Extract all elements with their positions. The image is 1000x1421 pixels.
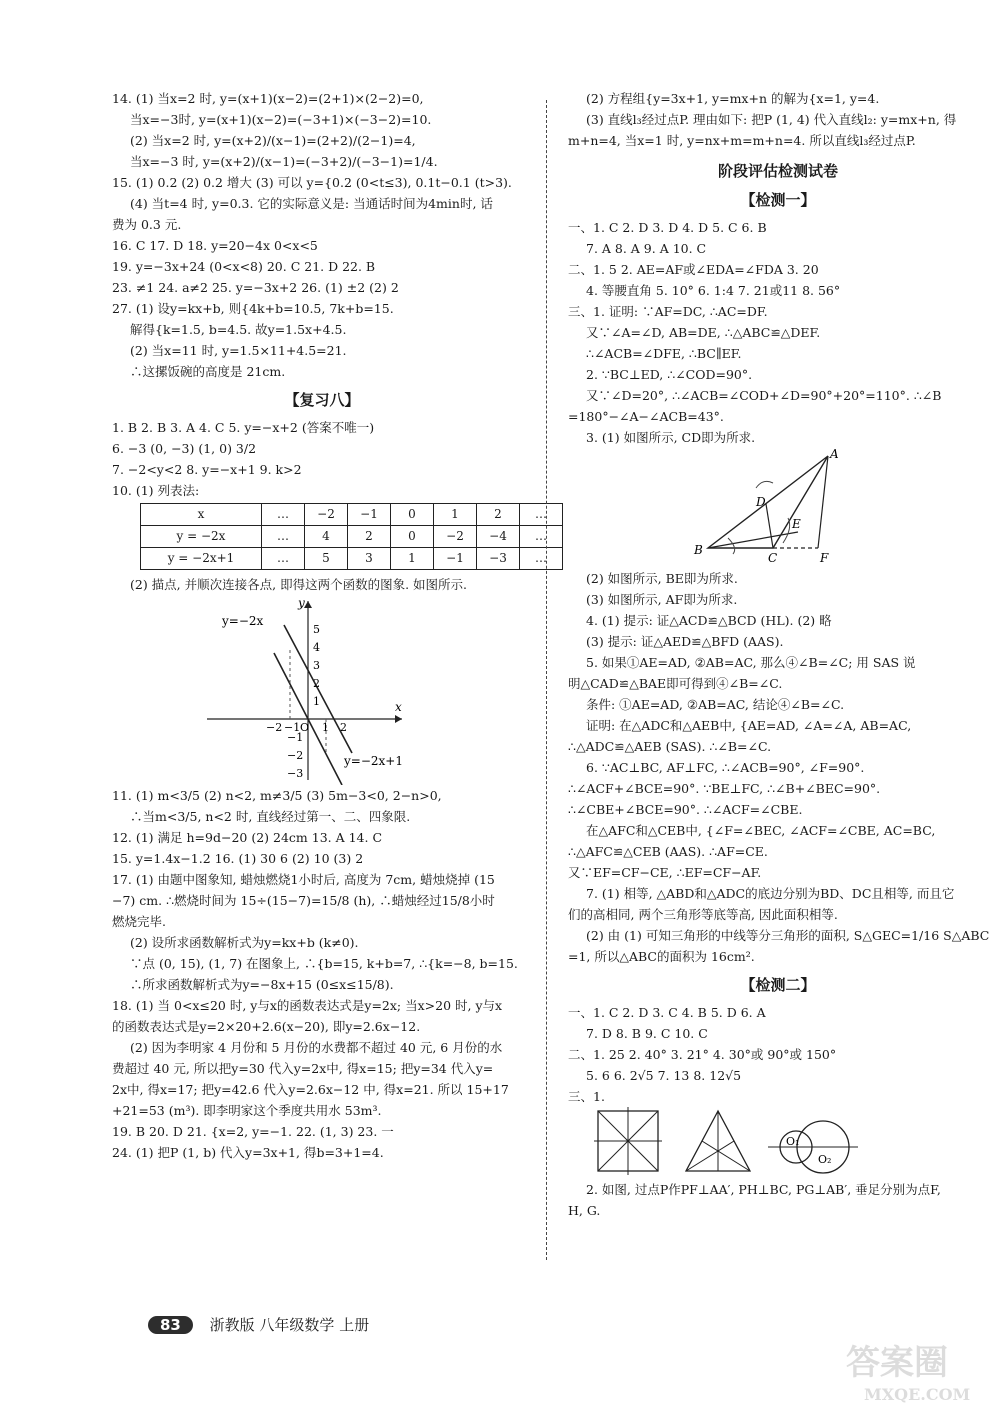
page-number: 83 xyxy=(148,1316,193,1334)
test1-block xyxy=(568,217,988,448)
text-line: 10. (1) 列表法: xyxy=(112,483,200,498)
table-row xyxy=(141,526,563,548)
table-cell: … xyxy=(262,548,305,570)
left-bottom-block xyxy=(112,785,532,1163)
table-cell: −2 xyxy=(434,526,477,548)
text-line: ∴∠ACF+∠BCE=90°. ∵BE⊥FC, ∴∠B+∠BEC=90°. xyxy=(568,781,881,796)
y-axis-arrow xyxy=(304,601,312,608)
text-line: =1, 所以△ABC的面积为 16cm². xyxy=(568,949,755,964)
text-line: 18. (1) 当 0<x≤20 时, y与x的函数表达式是y=2x; 当x>20 时, y与x xyxy=(112,998,503,1013)
text-line: 又∵∠A=∠D, AB=DE, ∴△ABC≌△DEF. xyxy=(586,325,821,340)
text-line: 1. B 2. B 3. A 4. C 5. y=−x+2 (答案不唯一) xyxy=(112,420,375,435)
table-cell: −3 xyxy=(477,548,520,570)
text-line: 证明: 在△ADC和△AEB中, {AE=AD, ∠A=∠A, AB=AC, xyxy=(586,718,912,733)
right-column xyxy=(568,88,988,1221)
table-cell: … xyxy=(262,504,305,526)
text-line: 当x=−3时, y=(x+1)(x−2)=(−3+1)×(−3−2)=10. xyxy=(130,112,432,127)
test2-title: 【检测二】 xyxy=(740,976,816,994)
table-cell: −4 xyxy=(477,526,520,548)
watermark-url: MXQE.COM xyxy=(864,1385,971,1404)
text-line: (2) 当x=2 时, y=(x+2)/(x−1)=(2+2)/(2−1)=4, xyxy=(130,133,416,148)
text-line: 条件: ①AE=AD, ②AB=AC, 结论④∠B=∠C. xyxy=(586,697,845,712)
table-cell: y = −2x xyxy=(141,526,262,548)
table-cell: 1 xyxy=(391,548,434,570)
table-cell: −2 xyxy=(305,504,348,526)
table-cell: 2 xyxy=(477,504,520,526)
table-cell: 5 xyxy=(305,548,348,570)
text-line: 三、1. 证明: ∵AF=DC, ∴AC=DF. xyxy=(568,304,768,319)
text-line: (3) 如图所示, AF即为所求. xyxy=(586,592,738,607)
circle-label: O₁ xyxy=(786,1135,800,1148)
text-line: (2) 如图所示, BE即为所求. xyxy=(586,571,738,586)
tick-label: −2 xyxy=(287,749,304,762)
text-line: 明△CAD≌△BAE即可得到④∠B=∠C. xyxy=(568,676,783,691)
text-line: 4. (1) 提示: 证△ACD≌△BCD (HL). (2) 略 xyxy=(586,613,832,628)
table-cell: x xyxy=(141,504,262,526)
text-line: 16. C 17. D 18. y=20−4x 0<x<5 xyxy=(112,238,318,253)
tick-label: 5 xyxy=(313,623,320,636)
text-line: 费超过 40 元, 所以把y=30 代入y=2x中, 得x=15; 把y=34 代入y= xyxy=(112,1061,494,1076)
text-line: 12. (1) 满足 h=9d−20 (2) 24cm 13. A 14. C xyxy=(112,830,383,845)
right-end-block xyxy=(568,1179,988,1221)
text-line: 7. −2<y<2 8. y=−x+1 9. k>2 xyxy=(112,462,302,477)
review8-block xyxy=(112,417,532,501)
text-line: 4. 等腰直角 5. 10° 6. 1:4 7. 21或11 8. 56° xyxy=(586,283,841,298)
text-line: 在△AFC和△CEB中, {∠F=∠BEC, ∠ACF=∠CBE, AC=BC, xyxy=(586,823,936,838)
text-line: 11. (1) m<3/5 (2) n<2, m≠3/5 (3) 5m−3<0, 2−n>0, xyxy=(112,788,442,803)
text-line: 15. (1) 0.2 (2) 0.2 增大 (3) 可以 y={0.2 (0<t≤3), 0.1t−0.1 (t>3). xyxy=(112,175,512,190)
table-cell: y = −2x+1 xyxy=(141,548,262,570)
tick-label: 1 xyxy=(313,695,320,708)
text-line: (2) 因为李明家 4 月份和 5 月份的水费都不超过 40 元, 6 月份的水 xyxy=(130,1040,503,1055)
table-cell: 0 xyxy=(391,526,434,548)
tick-label: −1 xyxy=(284,721,301,734)
assessment-title: 阶段评估检测试卷 xyxy=(717,162,838,180)
text-line: 27. (1) 设y=kx+b, 则{4k+b=10.5, 7k+b=15. xyxy=(112,301,394,316)
text-line: 的函数表达式是y=2×20+2.6(x−20), 即y=2.6x−12. xyxy=(112,1019,421,1034)
text-line: (2) 描点, 并顺次连接各点, 即得这两个函数的图象. 如图所示. xyxy=(130,577,467,592)
column-divider xyxy=(546,100,547,1260)
table-cell: −1 xyxy=(434,548,477,570)
table-cell: 2 xyxy=(348,526,391,548)
text-line: 7. A 8. A 9. A 10. C xyxy=(586,241,707,256)
text-line: (3) 提示: 证△AED≌△BFD (AAS). xyxy=(586,634,784,649)
text-line: ∴所求函数解析式为y=−8x+15 (0≤x≤15/8). xyxy=(130,977,394,992)
text-line: 19. B 20. D 21. {x=2, y=−1. 22. (1, 3) 23. 一 xyxy=(112,1124,394,1139)
text-line: 7. (1) 相等, △ABD和△ADC的底边分别为BD、DC且相等, 而且它 xyxy=(586,886,955,901)
text-line: 17. (1) 由题中图象知, 蜡烛燃烧1小时后, 高度为 7cm, 蜡烛烧掉 (15 xyxy=(112,872,495,887)
text-line: 24. (1) 把P (1, b) 代入y=3x+1, 得b=3+1=4. xyxy=(112,1145,384,1160)
text-line: 2. 如图, 过点P作PF⊥AA′, PH⊥BC, PG⊥AB′, 垂足分别为点F, xyxy=(586,1182,941,1197)
text-line: 19. y=−3x+24 (0<x<8) 20. C 21. D 22. B xyxy=(112,259,376,274)
table-row xyxy=(141,548,563,570)
text-line: (4) 当t=4 时, y=0.3. 它的实际意义是: 当通话时间为4min时, 话 xyxy=(130,196,493,211)
text-line: 燃烧完毕. xyxy=(112,914,166,929)
axis-label: x xyxy=(395,700,402,714)
text-line: 们的高相同, 两个三角形等底等高, 因此面积相等. xyxy=(568,907,838,922)
table-cell: … xyxy=(262,526,305,548)
tick-label: −3 xyxy=(287,767,304,780)
text-line: ∴这摞饭碗的高度是 21cm. xyxy=(130,364,286,379)
text-line: ∴△ADC≌△AEB (SAS). ∴∠B=∠C. xyxy=(568,739,772,754)
table-cell: 1 xyxy=(434,504,477,526)
x-axis-arrow xyxy=(395,715,402,723)
table-cell: 0 xyxy=(391,504,434,526)
watermark-text: 答案圈 xyxy=(846,1343,948,1383)
tick-label: 1 xyxy=(322,721,329,734)
origin-label: O xyxy=(300,721,310,734)
text-line: 5. 6 6. 2√5 7. 13 8. 12√5 xyxy=(586,1068,742,1083)
triangle-abc xyxy=(708,456,828,548)
text-line: 又∵∠D=20°, ∴∠ACB=∠COD+∠D=90°+20°=110°. ∴∠B xyxy=(586,388,942,403)
text-line: 6. −3 (0, −3) (1, 0) 3/2 xyxy=(112,441,257,456)
text-line: ∴∠CBE+∠BCE=90°. ∴∠ACF=∠CBE. xyxy=(568,802,803,817)
text-line: 23. ≠1 24. a≠2 25. y=−3x+2 26. (1) ±2 (2) 2 xyxy=(112,280,399,295)
value-table xyxy=(140,503,563,570)
table-cell: … xyxy=(520,504,563,526)
text-line: (2) 由 (1) 可知三角形的中线等分三角形的面积, S△GEC=1/16 S△ABC xyxy=(586,928,990,943)
arc-mark xyxy=(756,481,773,488)
text-line: =180°−∠A−∠ACB=43°. xyxy=(568,409,724,424)
test1-title: 【检测一】 xyxy=(740,191,816,209)
right-mid-block xyxy=(568,568,988,967)
text-line: 14. (1) 当x=2 时, y=(x+1)(x−2)=(2+1)×(2−2)=0, xyxy=(112,91,424,106)
text-line: 二、1. 5 2. AE=AF或∠EDA=∠FDA 3. 20 xyxy=(568,262,819,277)
book-title: 浙教版 八年级数学 上册 xyxy=(209,1316,370,1334)
watermark-logo xyxy=(840,1330,990,1410)
point-label: F xyxy=(820,551,829,565)
text-line: 2. ∵BC⊥ED, ∴∠COD=90°. xyxy=(586,367,753,382)
graph-label: y=−2x+1 xyxy=(344,754,403,768)
axis-label: y xyxy=(298,596,305,610)
text-line: −7) cm. ∴燃烧时间为 15÷(15−7)=15/8 (h), ∴蜡烛经过15/8小时 xyxy=(112,893,495,908)
text-line: 又∵EF=CF−CE, ∴EF=CF−AF. xyxy=(568,865,762,880)
point-label: B xyxy=(694,543,703,557)
left-top-block xyxy=(112,88,532,382)
point-label: C xyxy=(768,551,778,565)
table-cell: … xyxy=(520,526,563,548)
table-row xyxy=(141,504,563,526)
text-line: 2x中, 得x=17; 把y=42.6 代入y=2.6x−12 中, 得x=21. 所以 15+17 xyxy=(112,1082,509,1097)
segment-cd xyxy=(766,504,773,548)
tick-label: 3 xyxy=(313,659,320,672)
tick-label: −2 xyxy=(266,721,283,734)
table-cell: … xyxy=(520,548,563,570)
text-line: 解得{k=1.5, b=4.5. 故y=1.5x+4.5. xyxy=(130,322,347,337)
table-cell: 3 xyxy=(348,548,391,570)
text-line: 费为 0.3 元. xyxy=(112,217,182,232)
point-label: E xyxy=(792,517,801,531)
text-line: 三、1. xyxy=(568,1089,605,1104)
text-line: 5. 如果①AE=AD, ②AB=AC, 那么④∠B=∠C; 用 SAS 说 xyxy=(586,655,916,670)
text-line: (2) 当x=11 时, y=1.5×11+4.5=21. xyxy=(130,343,347,358)
text-line: 二、1. 25 2. 40° 3. 21° 4. 30°或 90°或 150° xyxy=(568,1047,837,1062)
text-line: +21=53 (m³). 即李明家这个季度共用水 53m³. xyxy=(112,1103,382,1118)
tick-label: 4 xyxy=(313,641,320,654)
text-line: 6. ∵AC⊥BC, AF⊥FC, ∴∠ACB=90°, ∠F=90°. xyxy=(586,760,865,775)
text-line: 15. y=1.4x−1.2 16. (1) 30 6 (2) 10 (3) 2 xyxy=(112,851,364,866)
text-line: ∴当m<3/5, n<2 时, 直线经过第一、二、四象限. xyxy=(130,809,411,824)
review8-title: 【复习八】 xyxy=(284,391,360,409)
text-line: (2) 方程组{y=3x+1, y=mx+n 的解为{x=1, y=4. xyxy=(586,91,880,106)
text-line: ∴△AFC≌△CEB (AAS). ∴AF=CE. xyxy=(568,844,768,859)
table-cell: 4 xyxy=(305,526,348,548)
text-line: m+n=4, 当x=1 时, y=nx+m=m+n=4. 所以直线l₃经过点P. xyxy=(568,133,916,148)
text-line: 一、1. C 2. D 3. C 4. B 5. D 6. A xyxy=(568,1005,766,1020)
page-footer xyxy=(148,1314,369,1335)
point-label: A xyxy=(830,448,839,461)
text-line: 一、1. C 2. D 3. D 4. D 5. C 6. B xyxy=(568,220,767,235)
text-line: (2) 设所求函数解析式为y=kx+b (k≠0). xyxy=(130,935,359,950)
right-top-block xyxy=(568,88,988,151)
construction-figure xyxy=(568,448,868,568)
text-line: ∵点 (0, 15), (1, 7) 在图象上, ∴{b=15, k+b=7, ∴{k=−8, b=15. xyxy=(130,956,518,971)
text-line: 7. D 8. B 9. C 10. C xyxy=(586,1026,708,1041)
text-line: ∴∠ACB=∠DFE, ∴BC∥EF. xyxy=(586,346,742,361)
left-column xyxy=(112,88,547,1163)
tick-label: 2 xyxy=(340,721,347,734)
table-cell: −1 xyxy=(348,504,391,526)
tick-label: −1 xyxy=(287,731,304,744)
symmetry-figures xyxy=(568,1107,868,1179)
test2-block xyxy=(568,1002,988,1107)
text-line: (3) 直线l₃经过点P. 理由如下: 把P (1, 4) 代入直线l₂: y=mx+n, 得 xyxy=(586,112,957,127)
graph-label: y=−2x xyxy=(222,614,264,628)
arc-mark xyxy=(728,538,735,554)
text-line: 当x=−3 时, y=(x+2)/(x−1)=(−3+2)/(−3−1)=1/4. xyxy=(130,154,438,169)
circle-label: O₂ xyxy=(818,1153,832,1166)
text-line: 3. (1) 如图所示, CD即为所求. xyxy=(586,430,756,445)
point-label: D xyxy=(756,495,766,509)
text-line: H, G. xyxy=(568,1203,601,1218)
linear-graph-figure xyxy=(112,595,412,785)
tick-label: 2 xyxy=(313,677,320,690)
